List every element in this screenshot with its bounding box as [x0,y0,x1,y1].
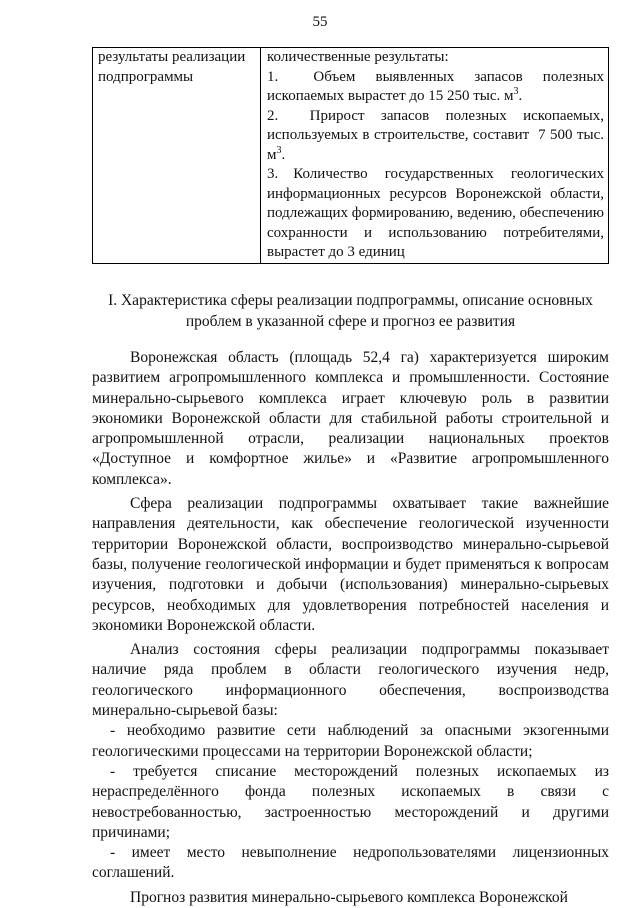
results-table [92,47,609,264]
result-item-2: 2. Прирост запасов полезных ископаемых, используемых в строительстве, составит 7 500 тыс. $м^3$. [267,107,604,163]
paragraph: Прогноз развития минерально-сырьевого комплекса Воронежской [130,888,568,906]
list-item: - необходимо развитие сети наблюдений за опасными экзогенными геологическими процессами на территории Воронежской области; [92,722,609,760]
results-label: результаты реализации подпрограммы [98,49,246,85]
result-item-3: 3. Количество государственных геологических информационных ресурсов Воронежской области, подлежащих формированию, ведению, обеспечению сохранности и использованию потребителями, вырастет до 3 единиц [267,166,604,260]
section-heading: I. Характеристика сферы реализации подпрограммы, описание основных проблем в указанной сфере и прогноз ее развития [108,292,593,330]
paragraph: Воронежская область (площадь 52,4 га) характеризуется широким развитием агропромышленного комплекса и промышленности. Состояние минерально-сырьевого комплекса играет ключевую роль в развитии экономики Воронежской области для стабильной работы строительной и агропромышленной отрасли, реализации национальных проектов «Доступное и комфортное жилье» и «Развитие агропромышленного комплекса». [92,349,609,488]
body-text [92,348,609,908]
list-item: - требуется списание месторождений полезных ископаемых из нераспределённого фонда полезных ископаемых в связи с невостребованностью, застроенностью месторождений и другими причинами; [92,762,609,841]
page-number: 55 [312,14,328,30]
table-left-cell [93,48,261,264]
result-item-1: 1. Объем выявленных запасов полезных ископаемых вырастет до 15 250 тыс. $м^3$. [267,68,604,104]
paragraph: Сфера реализации подпрограммы охватывает такие важнейшие направления деятельности, как обеспечение геологической изученности территории Воронежской области, воспроизводство минерально-сырьевой базы, получение геологической информации и будет применяться к вопросам изучения, подготовки и добычи (использования) минерально-сырьевых ресурсов, необходимых для удовлетворения потребностей населения и экономики Воронежской области. [92,495,609,634]
list-item: - имеет место невыполнение недропользователями лицензионных соглашений. [92,844,609,882]
table-row [93,48,609,264]
paragraph: Анализ состояния сферы реализации подпрограммы показывает наличие ряда проблем в области геологического изучения недр, геологического информационного обеспечения, воспроизводства минерально-сырьевой базы: [92,641,609,720]
results-intro: количественные результаты: [267,49,449,65]
table-right-cell [261,48,609,264]
